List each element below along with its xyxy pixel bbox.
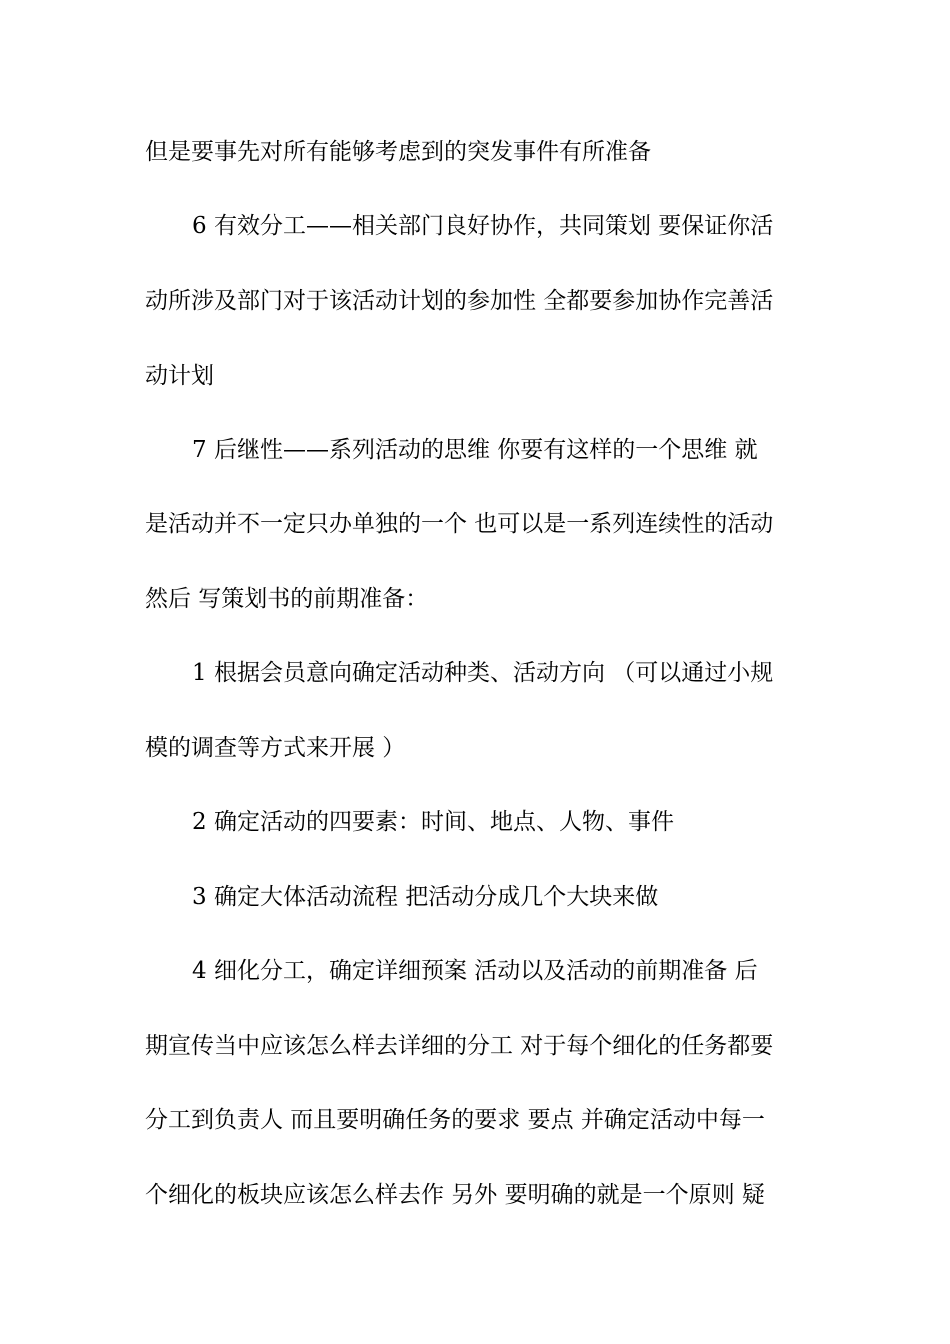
text-line: 4 细化分工，确定详细预案 活动以及活动的前期准备 后 bbox=[192, 958, 758, 984]
text-line: 分工到负责人 而且要明确任务的要求 要点 并确定活动中每一 bbox=[145, 1107, 765, 1133]
text-line: 期宣传当中应该怎么样去详细的分工 对于每个细化的任务都要 bbox=[145, 1033, 774, 1059]
text-line: 然后 写策划书的前期准备： bbox=[145, 586, 429, 612]
text-line: 是活动并不一定只办单独的一个 也可以是一系列连续性的活动 bbox=[145, 511, 774, 537]
text-line: 1 根据会员意向确定活动种类、活动方向 （可以通过小规 bbox=[192, 660, 774, 686]
text-line: 动计划 bbox=[145, 363, 214, 389]
text-line: 模的调查等方式来开展 ） bbox=[145, 735, 406, 761]
text-line: 7 后继性——系列活动的思维 你要有这样的一个思维 就 bbox=[192, 437, 758, 463]
text-line: 个细化的板块应该怎么样去作 另外 要明确的就是一个原则 疑 bbox=[145, 1182, 765, 1208]
text-line: 2 确定活动的四要素：时间、地点、人物、事件 bbox=[192, 809, 674, 835]
text-line: 动所涉及部门对于该活动计划的参加性 全都要参加协作完善活 bbox=[145, 288, 774, 314]
text-line: 3 确定大体活动流程 把活动分成几个大块来做 bbox=[192, 884, 659, 910]
text-line: 但是要事先对所有能够考虑到的突发事件有所准备 bbox=[145, 139, 651, 165]
text-line: 6 有效分工——相关部门良好协作，共同策划 要保证你活 bbox=[192, 213, 774, 239]
